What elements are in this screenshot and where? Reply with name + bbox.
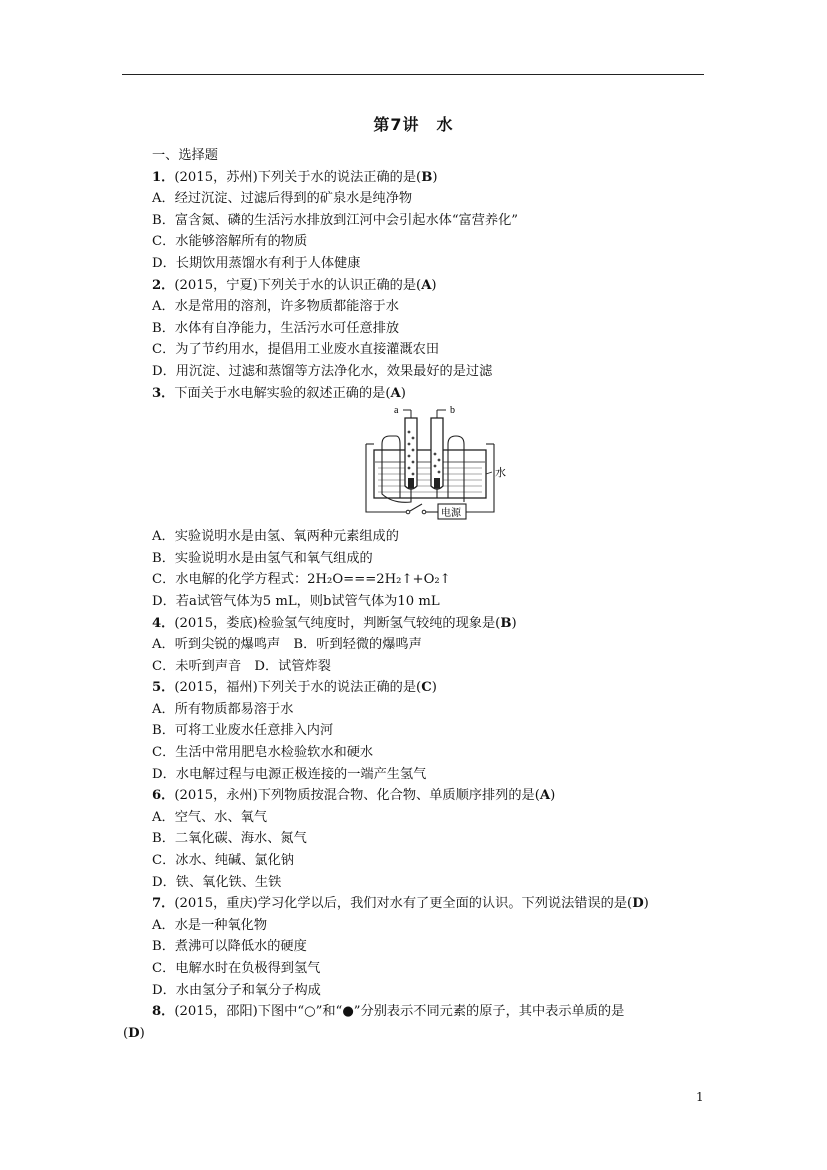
power-label: 电源 [441, 508, 461, 520]
option: D．长期饮用蒸馏水有利于人体健康 [152, 255, 361, 271]
question-2: 2．(2015，宁夏)下列关于水的认识正确的是(A) [152, 277, 437, 293]
electrolysis-figure [152, 404, 712, 526]
answer: A [390, 385, 401, 401]
option: A．水是常用的溶剂，许多物质都能溶于水 [152, 299, 399, 315]
option: C．冰水、纯碱、氯化钠 [152, 853, 294, 869]
electrolysis-apparatus-diagram [360, 404, 510, 522]
question-4: 4．(2015，娄底)检验氢气纯度时，判断氢气较纯的现象是(B) [152, 615, 517, 631]
electrode-b [434, 478, 440, 488]
option: D．水电解过程与电源正极连接的一端产生氢气 [152, 766, 427, 782]
option: D．若a试管气体为5 mL，则b试管气体为10 mL [152, 593, 440, 609]
section-heading: 一、选择题 [152, 148, 218, 163]
option: C．生活中常用肥皂水检验软水和硬水 [152, 745, 374, 761]
option: C．未听到声音 D．试管炸裂 [152, 658, 331, 674]
option: C．为了节约用水，提倡用工业废水直接灌溉农田 [152, 342, 440, 358]
page-number: 1 [696, 1090, 704, 1104]
water-hatching [378, 468, 482, 492]
option: B．水体有自净能力，生活污水可任意排放 [152, 320, 400, 336]
question-5: 5．(2015，福州)下列关于水的说法正确的是(C) [152, 680, 437, 696]
option: B．可将工业废水任意排入内河 [152, 723, 334, 739]
option: B．实验说明水是由氢气和氧气组成的 [152, 550, 373, 566]
option: D．用沉淀、过滤和蒸馏等方法净化水，效果最好的是过滤 [152, 363, 493, 379]
answer: D [128, 1025, 140, 1041]
option: A．所有物质都易溶于水 [152, 701, 294, 717]
answer: B [500, 615, 512, 631]
question-8-answer-line: (D) [123, 1025, 145, 1041]
question-1: 1．(2015，苏州)下列关于水的说法正确的是(B) [152, 169, 438, 185]
question-7: 7．(2015，重庆)学习化学以后，我们对水有了更全面的认识。下列说法错误的是(D) [152, 896, 649, 912]
answer: D [632, 896, 644, 912]
answer: C [421, 680, 432, 696]
option: B．煮沸可以降低水的硬度 [152, 939, 307, 955]
header-rule [122, 74, 704, 75]
option: C．电解水时在负极得到氢气 [152, 961, 321, 976]
electrode-a [408, 478, 414, 488]
option: B．二氧化碳、海水、氮气 [152, 831, 307, 847]
option: A．水是一种氧化物 [152, 917, 268, 933]
page-title: 第7讲 水 [373, 115, 454, 134]
option: B．富含氮、磷的生活污水排放到江河中会引起水体“富营养化” [152, 212, 519, 228]
answer: A [421, 277, 432, 293]
answer: B [421, 169, 433, 185]
option: C．水电解的化学方程式：2H₂O===2H₂↑+O₂↑ [152, 572, 451, 588]
question-8: 8．(2015，邵阳)下图中“○”和“●”分别表示不同元素的原子，其中表示单质的是 [152, 1004, 625, 1020]
option: D．铁、氧化铁、生铁 [152, 874, 282, 890]
switch-contact [406, 510, 410, 514]
option: C．水能够溶解所有的物质 [152, 234, 308, 250]
question-6: 6．(2015，永州)下列物质按混合物、化合物、单质顺序排列的是(A) [152, 788, 556, 804]
option: A．听到尖锐的爆鸣声 B．听到轻微的爆鸣声 [152, 637, 422, 653]
question-3: 3．下面关于水电解实验的叙述正确的是(A) [152, 385, 406, 401]
water-label: 水 [495, 466, 506, 480]
option: D．水由氢分子和氧分子构成 [152, 982, 321, 998]
switch-icon [410, 504, 422, 511]
option: A．经过沉淀、过滤后得到的矿泉水是纯净物 [152, 191, 413, 207]
option: A．空气、水、氧气 [152, 809, 268, 825]
label-a: a [394, 405, 399, 417]
label-b: b [450, 405, 455, 417]
option: A．实验说明水是由氢、氧两种元素组成的 [152, 529, 399, 545]
answer: A [539, 788, 551, 804]
question-list [123, 145, 712, 1044]
